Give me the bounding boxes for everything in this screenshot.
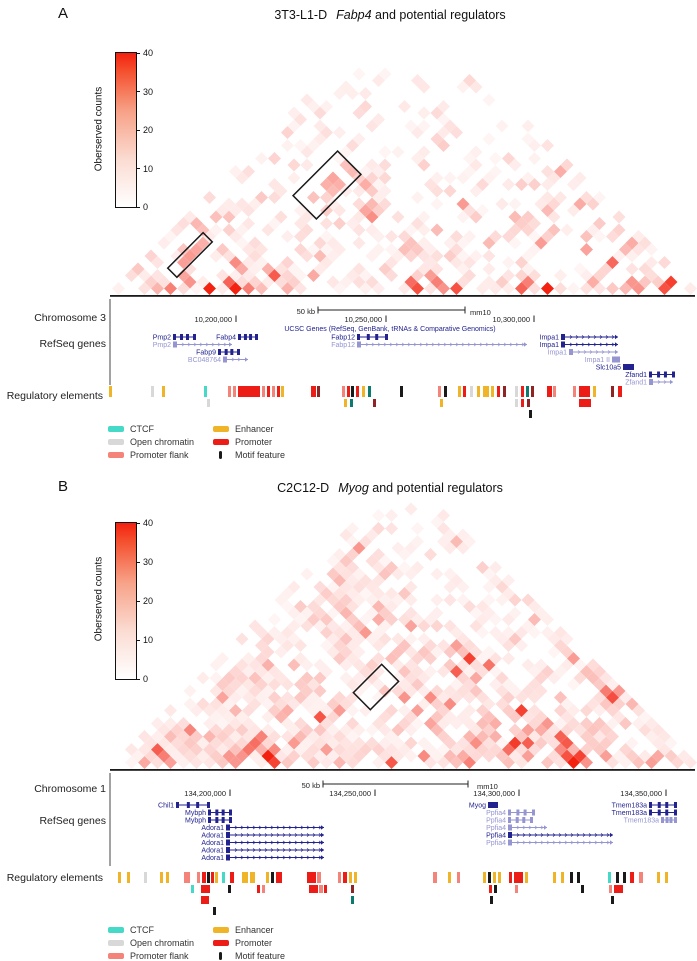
regulatory-mark [204,386,207,397]
gene-adora1 [201,847,324,855]
regulatory-mark [490,896,493,904]
regulatory-mark [351,386,354,397]
regulatory-mark [483,386,489,397]
regulatory-mark [184,872,190,883]
gene-adora1 [201,840,324,848]
regulatory-mark [509,872,512,883]
gene-name: Fabp4 [336,8,372,22]
gene-ppfia4 [486,832,613,840]
regulatory-mark [257,885,260,893]
gene-impa1 [548,349,618,357]
regulatory-mark [250,872,255,883]
regulatory-mark [457,872,460,883]
regulatory-mark [324,885,327,893]
regulatory-mark [342,386,345,397]
legend-label: CTCF [130,424,154,434]
regulatory-mark [343,872,347,883]
regulatory-mark [614,885,623,893]
regulatory-mark [463,386,466,397]
legend-item-motif-feature [213,450,285,460]
gene-impa1 [540,334,618,342]
gene-label: Zfand1 [625,372,647,379]
colorbar-tick [136,53,140,54]
position-tick-label: 134,300,000 [473,789,515,798]
regulatory-mark [521,399,524,407]
gene-label: BC048764 [187,357,221,364]
cell-line-name: 3T3-L1-D [274,8,328,22]
gene-label: Fabp12 [331,342,355,349]
regulatory-mark [201,896,209,904]
colorbar-tick-label: 40 [143,48,154,58]
regulatory-mark [202,872,206,883]
regulatory-mark [515,386,518,397]
regulatory-mark [400,386,403,397]
chromosome-label-a: Chromosome 3 [34,312,106,324]
regulatory-mark [561,872,564,883]
colorbar-b [115,518,154,684]
panel-title-a [274,8,505,22]
regulatory-mark [657,872,660,883]
gene-label: Impa1 II [584,357,610,364]
regulatory-mark [354,872,357,883]
regulatory-mark [349,872,352,883]
gene-mybph [185,810,232,818]
legend-item-motif-feature [213,951,285,961]
gene-zfand1 [625,372,675,380]
legend-item-promoter-flank [108,450,189,460]
regulatory-elements-label-b: Regulatory elements [6,872,103,884]
panel-label-b: B [58,478,69,495]
regulatory-mark [162,386,165,397]
gene-label: Ppfia4 [486,817,506,825]
gene-label: Ppfia4 [486,810,506,817]
regulatory-mark [271,872,274,883]
gene-label: Fabp9 [196,349,216,357]
regulatory-mark [477,386,480,397]
regulatory-mark [262,386,265,397]
gene-label: Pmp2 [152,342,171,349]
gene-label: Mybph [184,810,206,817]
regulatory-mark [489,885,492,893]
legend-label: Promoter [235,436,273,447]
panel-title-b [277,481,503,495]
legend-label: Enhancer [235,925,274,935]
regulatory-mark [276,872,282,883]
regulatory-mark [368,386,371,397]
regulatory-mark [609,885,612,893]
legend-item-enhancer [213,424,274,434]
regulatory-mark [266,872,269,883]
regulatory-mark [238,386,260,397]
regulatory-mark [127,872,130,883]
heatmap-cells [125,503,697,770]
gene-impa1 [540,342,618,350]
regulatory-mark [570,872,573,883]
colorbar-tick [136,601,140,602]
regulatory-mark [529,410,532,418]
regulatory-elements-label-a: Regulatory elements [6,390,103,402]
regulatory-mark [433,872,437,883]
regulatory-mark [277,386,280,397]
legend-item-promoter [213,938,272,948]
gene-adora1 [201,855,324,863]
regulatory-mark [448,872,451,883]
gene-label: Fabp4 [216,334,236,342]
regulatory-mark [503,386,506,397]
regulatory-mark [338,872,341,883]
regulatory-mark [553,872,556,883]
regulatory-mark [351,896,354,904]
regulatory-mark [611,386,614,397]
gene-mybph [185,817,232,825]
regulatory-mark [527,399,530,407]
legend-item-ctcf [108,925,154,935]
legend-swatch [213,927,229,933]
gene-tmem183a [624,817,677,825]
assembly-label: mm10 [470,308,491,317]
gene-bc048764 [188,357,248,365]
legend-item-open-chromatin [108,437,194,447]
gene-label: Tmem183a [611,802,647,810]
gene-slc10a5 [596,364,634,372]
regulatory-mark [307,872,316,883]
regulatory-mark [207,399,210,407]
gene-label: Pmp2 [152,334,171,342]
regulatory-mark [515,885,518,893]
regulatory-mark [233,386,236,397]
panel-a [0,0,697,475]
refseq-genes-label-a: RefSeq genes [39,338,106,350]
position-tick-label: 10,200,000 [194,315,232,324]
gene-impa1-ii [585,357,620,365]
gene-fabp12 [331,334,388,342]
regulatory-mark [618,386,622,397]
colorbar-tick [136,130,140,131]
gene-label: Adora1 [201,840,224,847]
regulatory-mark [197,872,200,883]
regulatory-mark [351,885,354,893]
gene-adora1 [201,825,324,833]
legend-swatch [219,952,222,960]
gene-fabp4 [216,334,258,342]
heatmap-cells [112,68,697,296]
gene-tmem183a [612,802,677,810]
regulatory-mark [160,872,163,883]
colorbar-tick-label: 20 [143,596,154,606]
regulatory-mark [444,386,447,397]
legend-swatch [108,452,124,458]
regulatory-mark [317,872,321,883]
regulatory-mark [319,885,323,893]
regulatory-mark [497,386,500,397]
regulatory-mark [262,885,265,893]
legend-label: Open chromatin [130,937,195,948]
scale-bar-label: 50 kb [296,307,315,316]
legend-item-open-chromatin [108,938,194,948]
regulatory-mark [222,872,225,883]
regulatory-mark [577,872,580,883]
regulatory-mark [498,872,501,883]
regulatory-mark [581,885,584,893]
scale-bar-label: 50 kb [301,781,320,790]
gene-tmem183a [612,810,677,818]
legend-item-ctcf [108,424,154,434]
regulatory-mark [665,872,668,883]
title-suffix: and potential regulators [371,8,506,22]
regulatory-mark [525,872,528,883]
gene-label: Ppfia4 [486,840,506,847]
regulatory-mark [166,872,169,883]
chromosome-label-b: Chromosome 1 [34,783,106,795]
panel-label-a: A [58,5,69,22]
regulatory-mark [272,386,275,397]
legend-swatch [213,940,229,946]
gene-ppfia4 [486,810,535,818]
regulatory-mark [515,399,518,407]
regulatory-mark [311,386,316,397]
regulatory-mark [531,386,534,397]
regulatory-mark [547,386,552,397]
legend-label: CTCF [130,925,154,935]
regulatory-mark [493,872,496,883]
colorbar-tick [136,523,140,524]
colorbar-tick-label: 10 [143,635,154,645]
regulatory-mark [350,399,353,407]
genome-axis-line [110,769,695,771]
assembly-label: mm10 [477,782,498,791]
position-tick-label: 134,350,000 [620,789,662,798]
regulatory-mark [356,386,359,397]
regulatory-mark [573,386,576,397]
regulatory-mark [488,872,491,883]
regulatory-mark [281,386,284,397]
colorbar-tick-label: 0 [143,674,149,684]
gene-label: Mybph [184,817,206,825]
gene-label: Tmem183a [611,810,647,817]
hic-heatmap-and-genes-b [0,475,697,959]
regulatory-mark [151,386,154,397]
regulatory-mark [579,399,591,407]
regulatory-mark [213,907,216,915]
gene-label: Adora1 [201,855,224,862]
regulatory-mark [144,872,147,883]
colorbar-tick-label: 20 [143,125,154,135]
genome-axis-line [110,295,695,297]
position-tick-label: 134,250,000 [329,789,371,798]
legend-label: Enhancer [235,424,274,434]
regulatory-mark [639,872,643,883]
gene-adora1 [201,832,324,840]
position-tick-label: 10,300,000 [492,315,530,324]
colorbar-tick-label: 30 [143,557,154,567]
legend-swatch [213,426,229,432]
regulatory-mark [593,386,596,397]
gene-ppfia4 [486,817,533,825]
regulatory-mark [438,386,441,397]
gene-fabp9 [196,349,240,357]
panel-b [0,475,697,959]
gene-label: Tmem183a [623,817,659,825]
legend-swatch [108,940,124,946]
gene-fabp12 [331,342,527,350]
regulatory-mark [470,386,473,397]
gene-label: Impa1 [539,334,559,342]
legend-item-promoter [213,437,272,447]
gene-ppfia4 [486,840,613,848]
legend-label: Motif feature [235,449,286,460]
regulatory-mark [494,885,497,893]
legend-swatch [213,439,229,445]
gene-label: Impa1 [547,349,567,357]
regulatory-mark [191,885,194,893]
regulatory-mark [458,386,461,397]
regulatory-mark [616,872,619,883]
legend-swatch [108,953,124,959]
legend-swatch [108,439,124,445]
colorbar-tick-label: 40 [143,518,154,528]
regulatory-mark [211,872,214,883]
gene-name: Myog [338,481,369,495]
gene-label: Ppfia4 [486,825,506,832]
legend-label: Promoter flank [130,950,189,961]
regulatory-mark [373,399,376,407]
colorbar-tick [136,207,140,208]
regulatory-mark [267,386,270,397]
regulatory-mark [344,399,347,407]
legend-item-promoter-flank [108,951,189,961]
colorbar-tick [136,562,140,563]
colorbar-tick-label: 30 [143,86,154,97]
gene-chil1 [158,802,210,810]
regulatory-mark [514,872,523,883]
gene-label: Adora1 [201,847,224,855]
gene-label: Ppfia4 [486,832,506,840]
legend-label: Promoter [235,937,273,948]
regulatory-mark [347,386,350,397]
legend-label: Open chromatin [130,436,195,447]
gene-label: Adora1 [201,832,224,840]
regulatory-mark [526,386,529,397]
legend-label: Promoter flank [130,449,189,460]
gene-ppfia4 [486,825,547,833]
gene-label: Impa1 [539,342,559,349]
legend-label: Motif feature [235,950,286,961]
gene-label: Slc10a5 [595,364,621,372]
cell-line-name: C2C12-D [277,481,330,495]
regulatory-mark [118,872,121,883]
regulatory-mark [228,885,231,893]
refseq-genes-label-b: RefSeq genes [39,815,106,827]
colorbar-tick [136,168,140,169]
legend-swatch [108,927,124,933]
gene-label: Chil1 [158,802,174,810]
regulatory-mark [608,872,611,883]
gene-label: Fabp12 [331,334,355,342]
position-tick-label: 10,250,000 [344,315,382,324]
title-suffix: and potential regulators [368,481,503,495]
legend-item-enhancer [213,925,274,935]
gene-label: Myog [468,802,486,810]
regulatory-mark [317,386,320,397]
regulatory-mark [553,386,556,397]
colorbar-tick-label: 10 [143,163,154,174]
legend-swatch [108,426,124,432]
colorbar-tick [136,91,140,92]
regulatory-mark [228,386,231,397]
regulatory-mark [309,885,318,893]
regulatory-mark [579,386,590,397]
gene-myog [469,802,498,810]
colorbar-axis-label-b: Oberserved counts [93,556,105,642]
regulatory-mark [611,896,614,904]
colorbar-tick [136,679,140,680]
regulatory-mark [242,872,248,883]
colorbar-a [115,48,154,212]
regulatory-mark [483,872,486,883]
regulatory-mark [230,872,234,883]
legend-swatch [219,451,222,459]
gene-label: Adora1 [201,825,224,832]
regulatory-mark [362,386,365,397]
regulatory-mark [201,885,210,893]
colorbar-axis-label-a: Oberserved counts [93,86,105,172]
regulatory-mark [630,872,634,883]
gene-label: Zfand1 [625,379,647,387]
regulatory-mark [521,386,524,397]
regulatory-mark [440,399,443,407]
regulatory-mark [109,386,112,397]
gene-zfand1 [625,379,673,387]
regulatory-mark [207,872,210,883]
gene-pmp2 [153,342,232,350]
colorbar-tick [136,640,140,641]
gene-pmp2 [153,334,196,342]
regulatory-mark [623,872,626,883]
hic-heatmap-and-genes-a [0,0,697,475]
regulatory-mark [491,386,494,397]
colorbar-tick-label: 0 [143,202,149,212]
regulatory-mark [215,872,218,883]
ucsc-genes-note: UCSC Genes (RefSeq, GenBank, tRNAs & Comparative Genomics) [284,326,496,333]
position-tick-label: 134,200,000 [184,789,226,798]
